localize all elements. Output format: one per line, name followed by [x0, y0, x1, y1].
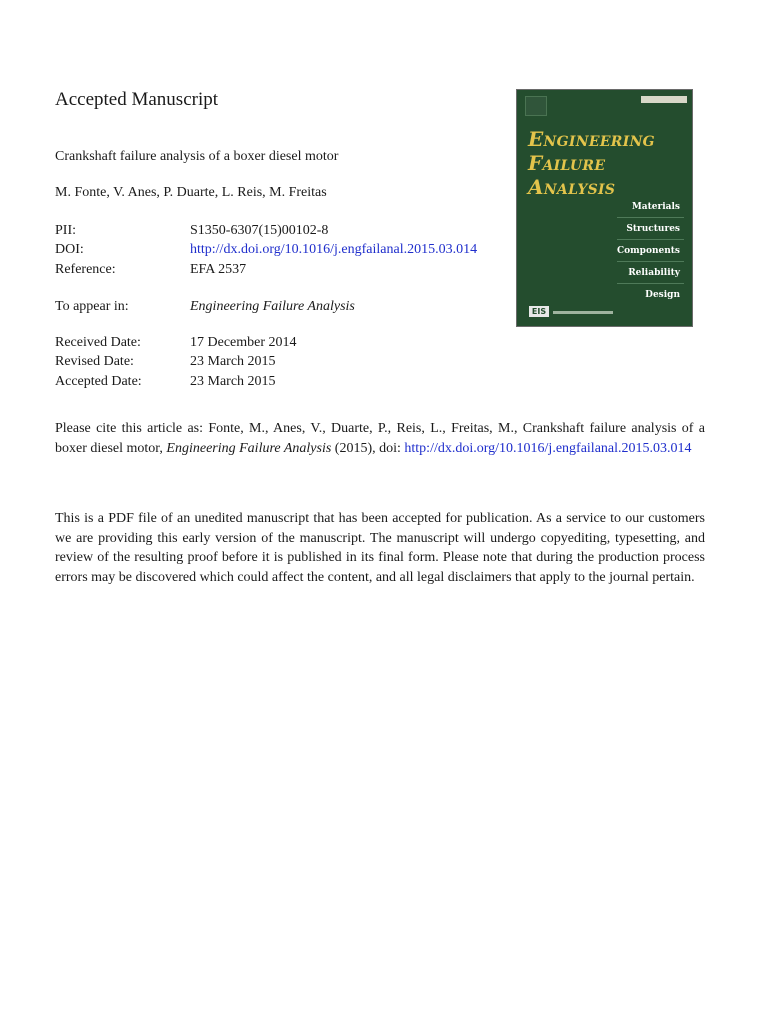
- cover-title-line-1: ENGINEERING: [528, 127, 655, 151]
- publisher-tree-icon: [525, 96, 547, 116]
- pii-label: PII:: [55, 223, 76, 238]
- appear-label: To appear in:: [55, 299, 129, 314]
- doi-link[interactable]: http://dx.doi.org/10.1016/j.engfailanal.2015.03.014: [190, 242, 478, 257]
- cover-divider: [617, 217, 684, 218]
- cover-title-line-3: ANALYSIS: [528, 175, 616, 199]
- cover-title-line-2: FAILURE: [528, 151, 606, 175]
- publisher-imprint-line: [553, 311, 613, 314]
- reference-value: EFA 2537: [190, 262, 247, 277]
- author-list: M. Fonte, V. Anes, P. Duarte, L. Reis, M. Freitas: [55, 185, 327, 200]
- citation-text: Please cite this article as: Fonte, M., Anes, V., Duarte, P., Reis, L., Freitas, M., Crankshaft failure analysis of a boxer diesel motor,: [55, 421, 705, 456]
- accepted-date: 23 March 2015: [190, 374, 276, 389]
- citation-middle: (2015), doi:: [331, 440, 405, 456]
- revised-label: Revised Date:: [55, 354, 134, 369]
- cover-topic-materials: Materials: [631, 202, 680, 212]
- issn-strip: [641, 96, 687, 103]
- cover-topic-structures: Structures: [626, 224, 680, 234]
- citation-paragraph: [55, 419, 705, 458]
- cover-divider: [617, 283, 684, 284]
- page-heading: Accepted Manuscript: [55, 89, 219, 110]
- cover-topic-reliability: Reliability: [628, 268, 680, 278]
- doi-label: DOI:: [55, 242, 84, 257]
- citation-journal: Engineering Failure Analysis: [166, 440, 332, 456]
- cover-divider: [617, 239, 684, 240]
- pii-value: S1350-6307(15)00102-8: [190, 223, 329, 238]
- article-title: Crankshaft failure analysis of a boxer diesel motor: [55, 149, 339, 164]
- publisher-logo-icon: EIS: [529, 306, 549, 317]
- cover-topic-components: Components: [616, 246, 680, 256]
- received-date: 17 December 2014: [190, 335, 297, 350]
- received-label: Received Date:: [55, 335, 141, 350]
- revised-date: 23 March 2015: [190, 354, 276, 369]
- disclaimer-paragraph: This is a PDF file of an unedited manuscript that has been accepted for publication. As a service to our customers we are providing this early version of the manuscript. The manuscript will undergo copyediting, typesetting, and review of the resulting proof before it is published in its final form. Please note that during the production process errors may be discovered which could affect the content, and all legal disclaimers that apply to the journal pertain.: [55, 511, 705, 585]
- accepted-label: Accepted Date:: [55, 374, 142, 389]
- citation-doi-link[interactable]: http://dx.doi.org/10.1016/j.engfailanal.2015.03.014: [404, 440, 692, 456]
- cover-divider: [617, 261, 684, 262]
- cover-topic-design: Design: [645, 290, 680, 300]
- journal-cover: [516, 89, 693, 327]
- reference-label: Reference:: [55, 262, 116, 277]
- journal-name: Engineering Failure Analysis: [190, 299, 355, 314]
